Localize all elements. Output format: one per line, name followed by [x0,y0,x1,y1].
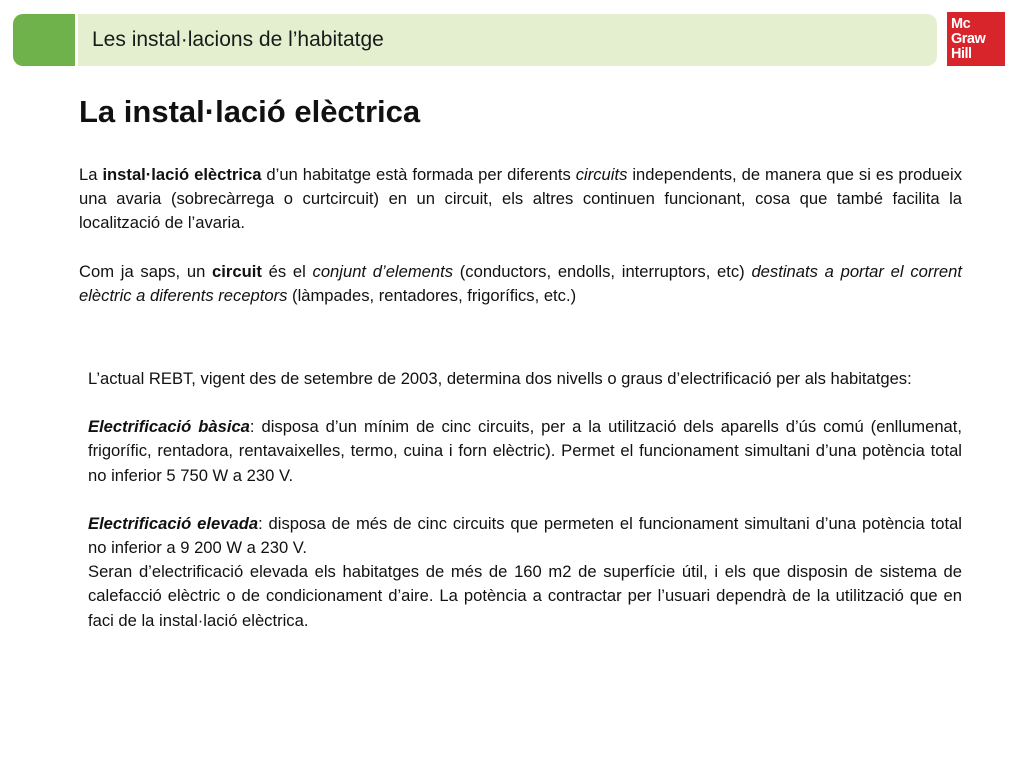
text-span: La [79,165,103,184]
header-divider [75,14,78,66]
bold-term: instal·lació elèctrica [102,165,262,184]
header-accent [13,14,75,66]
bold-italic-term: Electrificació bàsica [88,417,250,437]
text-span: Com ja saps, un [79,261,213,281]
intro-text-block [79,163,962,308]
text-span: (làmpades, rentadores, frigorífics, etc.) [287,285,577,305]
italic-term: destinats a portar el corrent elèctric a diferents receptors [79,261,962,305]
intro-paragraph-1 [79,163,962,236]
header-bar [13,14,937,66]
logo-line: Graw [951,30,986,47]
text-span: (conductors, endolls, interruptors, etc) [453,261,752,281]
italic-term: conjunt d’elements [312,261,454,281]
page-title: La instal·lació elèctrica [79,94,421,129]
logo-line: Hill [951,45,972,62]
logo-line: Mc [951,15,971,32]
text-span: : disposa de més de cinc circuits que permeten el funcionament simultani d’una potència total no inferior a 9 200 W a 230 V. [88,513,962,558]
intro-paragraph-2 [79,260,962,308]
rebt-paragraph-4: Seran d’electrificació elevada els habitatges de més de 160 m2 de superfície útil, i els que disposin de sistema de calefacció elèctric o de condicionament d’aire. La potència a contractar per l’usuari dependrà de la utilització que en faci de la instal·lació elèctrica. [88,562,962,630]
publisher-logo [947,12,1005,66]
rebt-text-block [88,367,962,633]
text-span: independents, de manera que si es produeix una avaria (sobrecàrrega o curtcircuit) en un circuit, els altres continuen funcionant, cosa que també facilita la localització de l’avaria. [79,165,963,233]
rebt-paragraph-1: L’actual REBT, vigent des de setembre de 2003, determina dos nivells o graus d’electrificació per als habitatges: [88,369,912,388]
text-span: és el [261,261,313,281]
text-span: : disposa d’un mínim de cinc circuits, per a la utilització dels aparells d’ús comú (enllumenat, frigorífic, rentadora, rentavaixelles, termo, cuina i forn elèctric). Permet el funcionament simultani d’una potència total no inferior 5 750 W a 230 V. [88,417,962,485]
rebt-paragraph-basic [88,415,962,488]
text-span: d’un habitatge està formada per diferents [261,165,576,184]
italic-term: circuits [575,165,628,184]
header-title: Les instal·lacions de l’habitatge [92,28,384,51]
rebt-paragraph-elevated [88,512,962,560]
bold-term: circuit [212,261,262,281]
bold-italic-term: Electrificació elevada [88,513,259,533]
